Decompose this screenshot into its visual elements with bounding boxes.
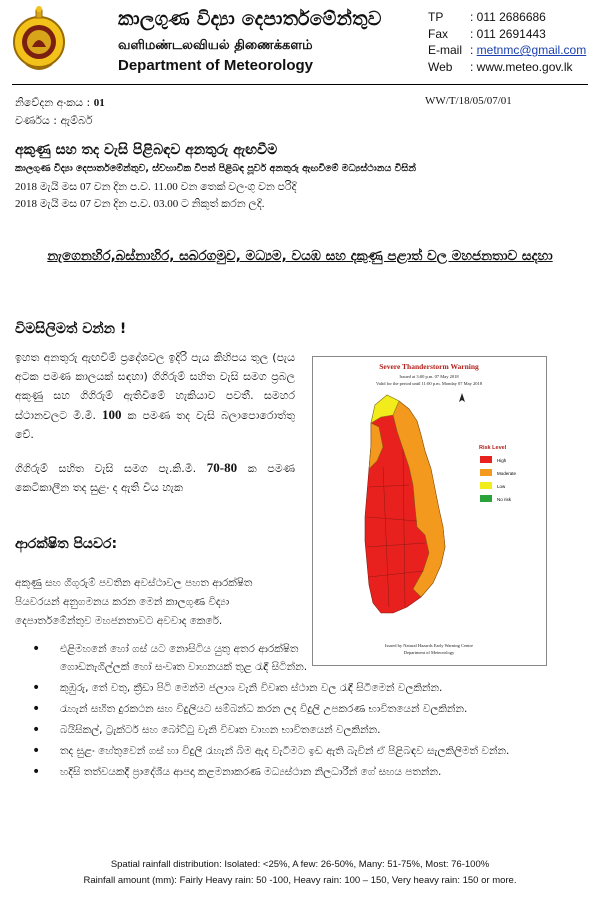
- list-item: • තද සුළං හේතුවෙන් ගස් හා විදුලි රැහැන් බිම ඇද වැටීමට ඉඩ ඇති බැවින් ඒ පිළිබඳව සැලකිලිමත් වන්න.: [30, 742, 580, 760]
- list-item: • රැහැන් සහිත දුරකථන සහ විදුලියට සම්බන්ධ කරන ලද විදුලි උපකරණ භාවිතයෙන් වලකින්න.: [30, 700, 580, 718]
- department-name-sinhala: කාලගුණ විද්‍යා දෙපාර්තමේන්තුව: [118, 8, 382, 30]
- legend-swatch-low: [480, 482, 492, 489]
- list-item: • කුඹුරු, තේ වතු, ක්‍රීඩා පිටි මෙන්ම ජලාශ වැනි විවෘත ස්ථාන වල රැඳී සිටීමෙන් වලකින්න.: [30, 679, 580, 697]
- footer-line-2: Rainfall amount (mm): Fairly Heavy rain: 50 -100, Heavy rain: 100 – 150, Very heavy rain: 150 or more.: [83, 875, 517, 886]
- contact-tp: TP : 011 2686686: [428, 10, 546, 24]
- notice-meta: නිවේදන අංකය : 01 වර්ණය : ඇම්බර්: [15, 94, 105, 130]
- legend-title: Risk Level: [479, 445, 507, 451]
- sri-lanka-emblem-icon: [12, 4, 66, 80]
- legend-label-moderate: Moderate: [497, 471, 517, 476]
- list-item: • බයිසිකල්, ට්‍රැක්ටර් සහ බෝට්ටු වැනි විවෘත වාහන භාවිතයෙන් වලකින්න.: [30, 721, 580, 739]
- rain-amount: 100: [101, 407, 122, 422]
- map-footer-2: Department of Meteorology: [403, 650, 455, 655]
- legend-swatch-moderate: [480, 469, 492, 476]
- reference-number: WW/T/18/05/07/01: [425, 95, 512, 107]
- legend-label-no-risk: No risk: [497, 497, 512, 502]
- map-issued: Issued at 3:00 p.m. 07 May 2018: [399, 374, 459, 379]
- validity-block: [15, 179, 297, 213]
- beware-heading: විමසිලිමත් වන්න !: [15, 321, 127, 337]
- list-item: • හදිසි තත්වයකදී ප්‍රාදේශීය ආපදා කළමනාකරණ මධ්‍යස්ථාන නිලධාරීන් ගේ සහය පතන්න.: [30, 763, 580, 781]
- precaution-heading: ආරක්ෂිත පියවර:: [15, 536, 118, 552]
- list-item: • එළිමහනේ හෝ ගස් යට නොසිටිය යුතු අතර ආරක්ෂිත ගොඩනැගිල්ලක් හෝ සංවෘත වාහනයක් තුළ රැඳී සිටින්න.: [30, 640, 310, 676]
- north-arrow-icon: [459, 393, 465, 402]
- legend-label-high: High: [497, 458, 507, 463]
- legend-swatch-no-risk: [480, 495, 492, 502]
- legend-label-low: Low: [497, 484, 506, 489]
- map-title: Severe Thanderstorm Warning: [379, 362, 479, 371]
- department-name-english: Department of Meteorology: [118, 57, 314, 74]
- warning-subtitle: කාලගුණ විද්‍යා දෙපාර්තමේන්තුව, ස්වභාවික විපත් පිළිබඳ පූර්ව අනතුරු ඇඟවීමේ මධ්‍යස්ථානය විසින්: [15, 163, 416, 174]
- warning-map: [312, 356, 547, 666]
- footer-line-1: Spatial rainfall distribution: Isolated: <25%, A few: 26-50%, Many: 51-75%, Most: 76-100%: [110, 859, 490, 870]
- notice-category: වර්ණය : ඇම්බර්: [15, 114, 93, 127]
- email-link[interactable]: metnmc@gmail.com: [476, 43, 587, 57]
- map-footer-1: Issued by Natural Hazards Early Warning Centre: [384, 643, 474, 648]
- map-legend: [480, 456, 517, 502]
- issued-at: 2018 මැයි මස 07 වන දින ප.ව. 03.00 ට නිකුත් කරන ලදි.: [15, 198, 265, 210]
- wind-speed: 70-80: [206, 460, 238, 475]
- precaution-intro: අකුණු සහ ගිගුරුම් පවතින අවස්ථාවල පහත ආරක්ෂිත පියවරයන් අනුගමනය කරන මෙන් කාලගුණ විද්‍යා දෙපාර්තමේන්තුව මහජනතාවට අවවාද කෙරේ.: [15, 577, 253, 627]
- map-valid: Valid for the period until 11:00 p.m. Monday 07 May 2018: [375, 381, 483, 386]
- contact-web: Web : www.meteo.gov.lk: [428, 59, 573, 74]
- web-link[interactable]: : www.meteo.gov.lk: [470, 59, 573, 74]
- forecast-paragraph-2: ගිගිරුම් සහිත වැසි සමග පැ.කි.මී. 70-80 ක පමණ කෙටිකාලීන තද සුළං ද ඇති විය හැක: [15, 460, 295, 494]
- contact-fax: Fax : 011 2691443: [428, 26, 546, 41]
- valid-until: 2018 මැයි මස 07 වන දින ප.ව. 11.00 වන තෙක් වලංගු වන පරිදි: [15, 181, 297, 193]
- department-name-tamil: வளிமண்டலவியல் திணைக்களம்: [118, 38, 313, 53]
- contact-block: [428, 9, 586, 75]
- region-heading: නැගෙනහිර,බස්නාහිර, සබරගමුව, මධ්‍යම, වයඹ සහ දකුණු පළාත් වල මහජනතාව සදහා: [47, 248, 553, 264]
- forecast-paragraph-1: ඉහත අනතුරු ඇඟවීම් ප්‍රදේශවල ඉදිරි පැය කිහිපය තුල (පැය අටක පමණ කාලයක් සඳහා) ගිගිරුම් සහිත වැසි සමග ප්‍රබල අකුණු සහ ගිගිරුම් ඇතිවීමේ හැකියාව පවතී. සමහර ස්ථානවලට මි.මී. 100 ක පමණ තද වැසි බලාපොරොත්තු වේ.: [15, 351, 295, 441]
- legend-swatch-high: [480, 456, 492, 463]
- warning-map-canvas: [313, 357, 546, 665]
- header-divider: [12, 84, 588, 85]
- notice-number: 01: [93, 97, 105, 109]
- warning-title: අකුණු සහ තද වැසි පිළිබඳව අනතුරු ඇඟවීම: [15, 142, 278, 158]
- contact-email: E-mail : metnmc@gmail.com: [428, 43, 587, 57]
